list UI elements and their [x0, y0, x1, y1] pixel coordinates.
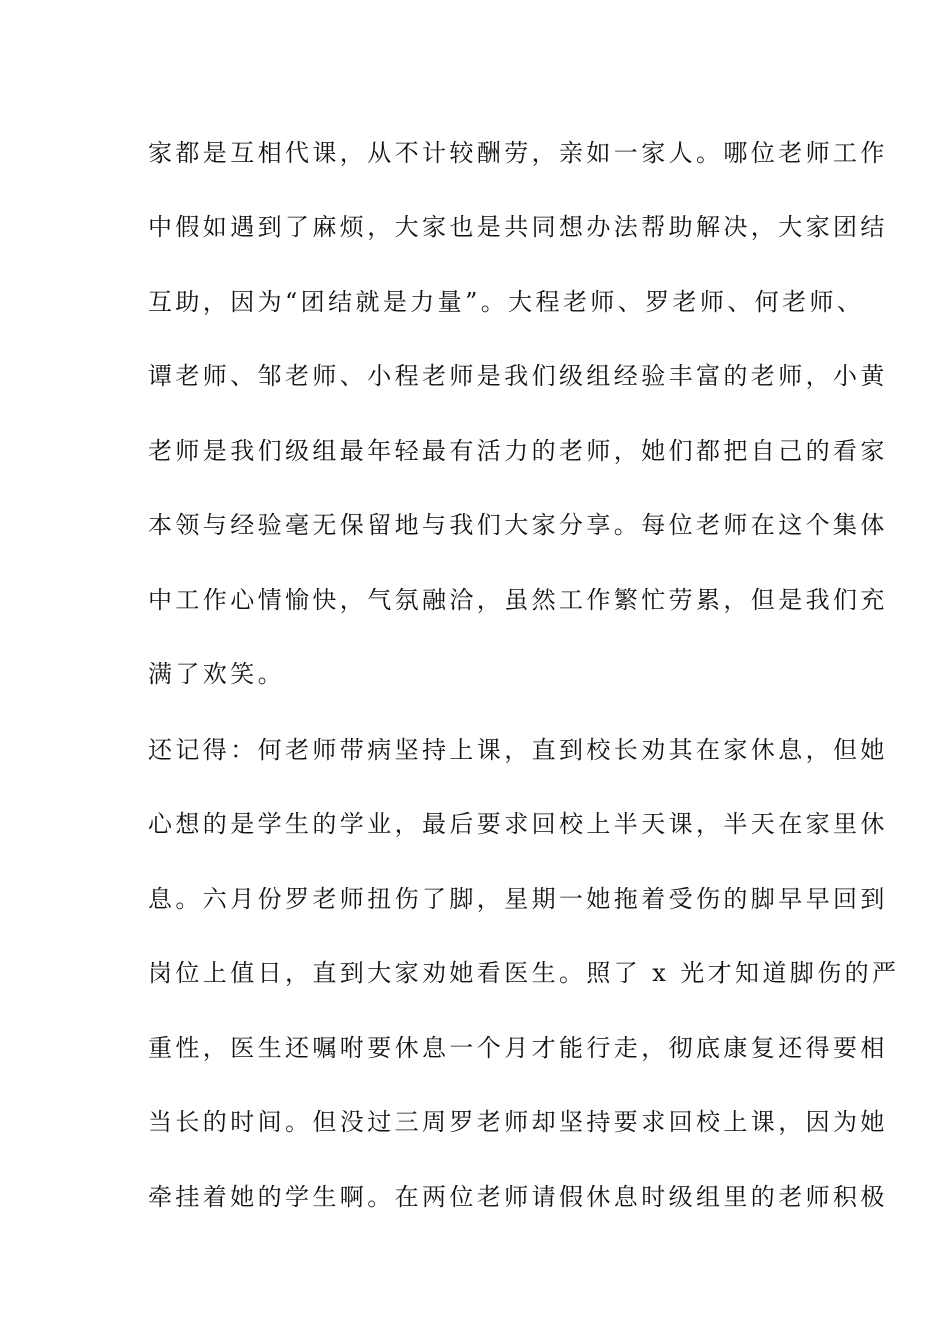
- text-line: 家都是互相代课，从不计较酬劳，亲如一家人。哪位老师工作: [148, 139, 888, 167]
- text-line: 满了欢笑。: [148, 660, 285, 688]
- text-line: 重性，医生还嘱咐要休息一个月才能行走，彻底康复还得要相: [148, 1034, 888, 1062]
- text-line: 中工作心情愉快，气氛融洽，虽然工作繁忙劳累，但是我们充: [148, 586, 888, 614]
- text-line: 老师是我们级组最年轻最有活力的老师，她们都把自己的看家: [148, 437, 888, 465]
- text-line: 息。六月份罗老师扭伤了脚，星期一她拖着受伤的脚早早回到: [148, 885, 888, 913]
- text-line: 牵挂着她的学生啊。在两位老师请假休息时级组里的老师积极: [148, 1183, 888, 1211]
- text-line: 本领与经验毫无保留地与我们大家分享。每位老师在这个集体: [148, 511, 888, 539]
- text-line: 心想的是学生的学业，最后要求回校上半天课，半天在家里休: [148, 810, 888, 838]
- text-line: 当长的时间。但没过三周罗老师却坚持要求回校上课，因为她: [148, 1108, 888, 1136]
- text-line: 互助，因为“团结就是力量”。大程老师、罗老师、何老师、: [148, 288, 865, 316]
- text-line: 中假如遇到了麻烦，大家也是共同想办法帮助解决，大家团结: [148, 213, 888, 241]
- text-line: 岗位上值日，直到大家劝她看医生。照了 x 光才知道脚伤的严: [148, 959, 900, 987]
- text-line: 还记得：何老师带病坚持上课，直到校长劝其在家休息，但她: [148, 736, 888, 764]
- text-line: 谭老师、邹老师、小程老师是我们级组经验丰富的老师，小黄: [148, 362, 888, 390]
